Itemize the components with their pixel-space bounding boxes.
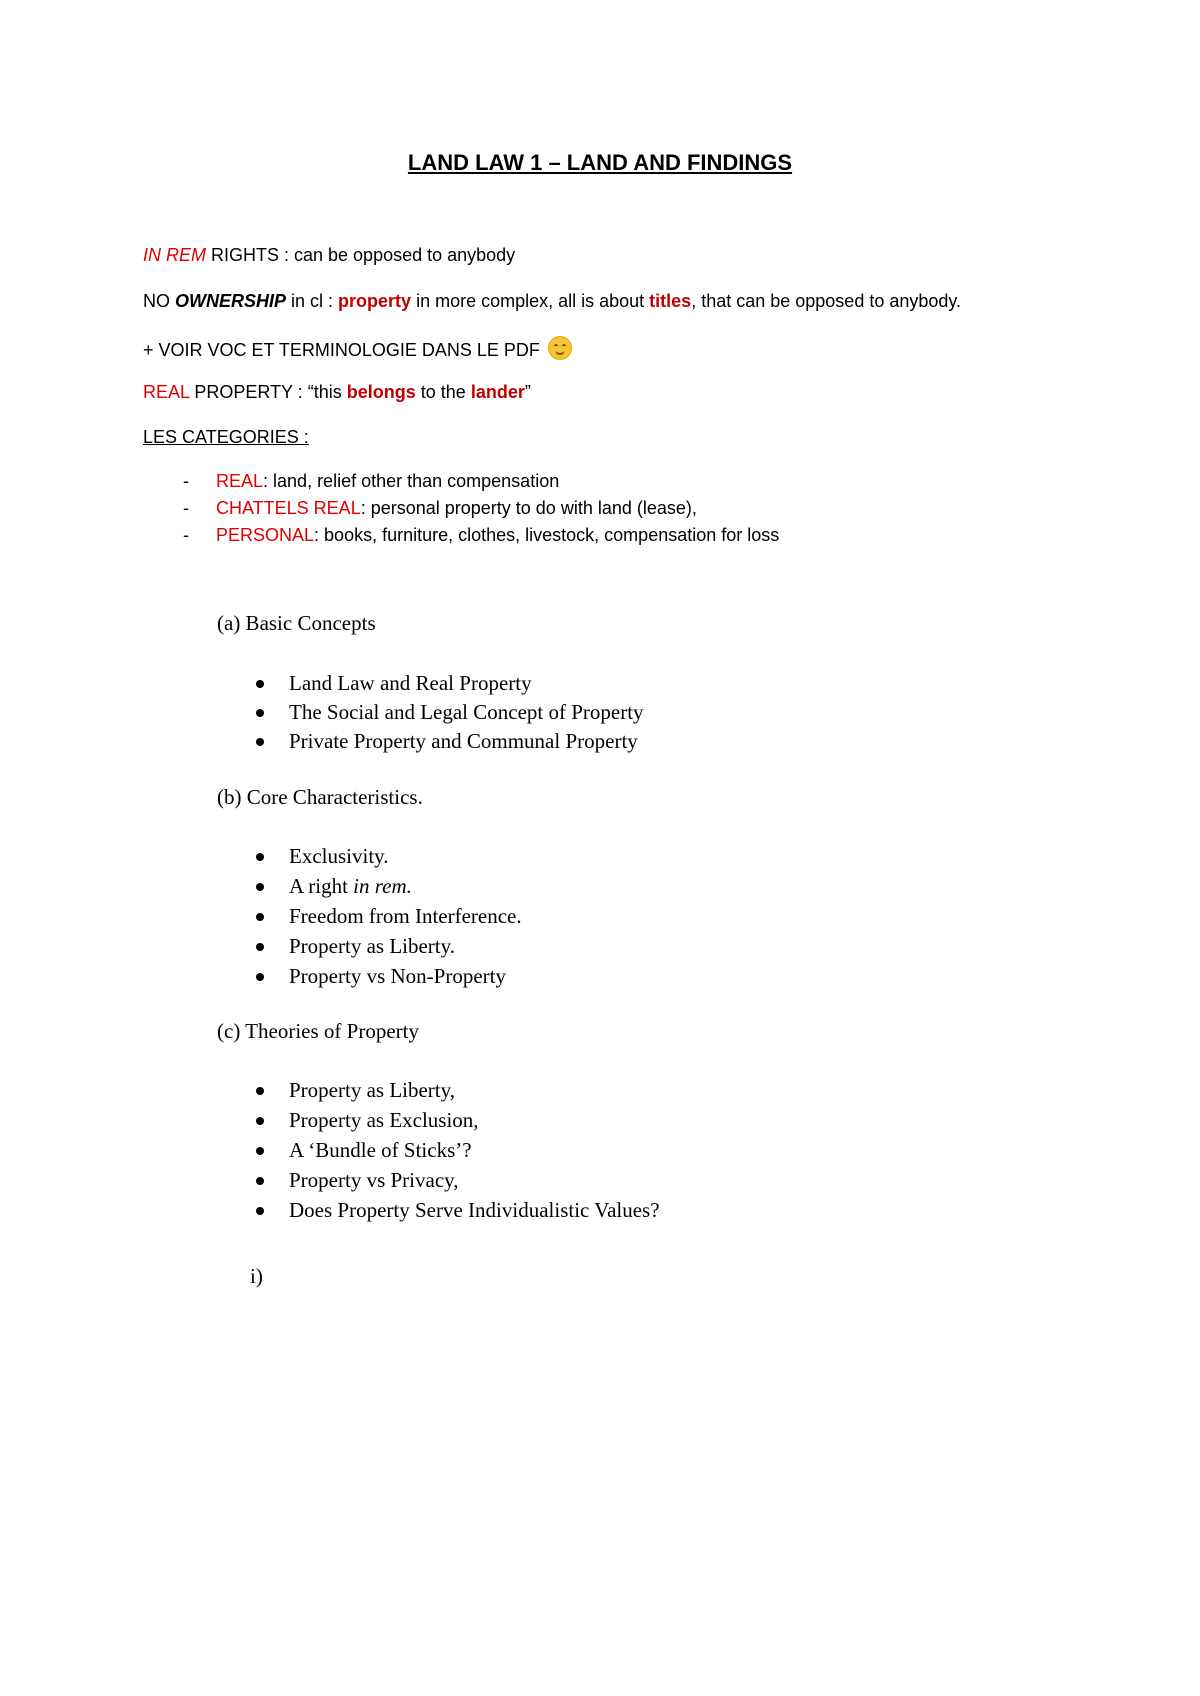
category-label: REAL: [216, 471, 264, 491]
voir-text: + VOIR VOC ET TERMINOLOGIE DANS LE PDF: [143, 340, 540, 360]
real-property-text-1: PROPERTY : “this: [189, 382, 347, 402]
real-property-text-2: to the: [415, 382, 471, 402]
bullet-icon: [256, 709, 264, 717]
list-item: Property vs Non-Property: [289, 964, 506, 988]
bullet-icon: [256, 1117, 264, 1125]
titles-term: titles: [649, 291, 692, 311]
in-rem-text: RIGHTS : can be opposed to anybody: [206, 245, 516, 265]
bullet-icon: [256, 1207, 264, 1215]
list-item: Land Law and Real Property: [289, 671, 532, 695]
bullet-icon: [256, 853, 264, 861]
section-heading-a: (a) Basic Concepts: [217, 611, 376, 635]
list-item: Property as Exclusion,: [289, 1108, 479, 1132]
list-item: [289, 873, 412, 899]
bullet-icon: [256, 883, 264, 891]
category-label: CHATTELS REAL: [216, 498, 361, 518]
property-term: property: [338, 291, 412, 311]
list-item: Property as Liberty,: [289, 1078, 456, 1102]
ownership-text-3: , that can be opposed to anybody.: [691, 291, 962, 311]
bullet-icon: [256, 1087, 264, 1095]
category-text: : books, furniture, clothes, livestock, compensation for loss: [314, 525, 780, 545]
category-item-real: [216, 470, 559, 492]
ownership-text-1: in cl :: [286, 291, 339, 311]
ownership-term: OWNERSHIP: [175, 291, 287, 311]
section-heading-b: (b) Core Characteristics.: [217, 785, 423, 809]
list-item-italic: in rem.: [353, 874, 412, 898]
bullet-icon: [256, 680, 264, 688]
in-rem-label: IN REM: [143, 245, 206, 265]
page-title: LAND LAW 1 – LAND AND FINDINGS: [407, 150, 793, 175]
bullet-icon: [256, 913, 264, 921]
bullet-icon: [256, 943, 264, 951]
list-item: Exclusivity.: [289, 844, 389, 868]
real-property-text-3: ”: [524, 382, 531, 402]
category-item-personal: [216, 524, 779, 546]
ownership-text-2: in more complex, all is about: [411, 291, 650, 311]
lander-term: lander: [470, 382, 525, 402]
bullet-icon: [256, 973, 264, 981]
list-item: The Social and Legal Concept of Property: [289, 700, 644, 724]
list-item-text: A right: [289, 874, 354, 898]
ownership-line: [143, 290, 961, 312]
bullet-icon: [256, 1177, 264, 1185]
category-dash: -: [183, 498, 189, 518]
bullet-icon: [256, 1147, 264, 1155]
bullet-icon: [256, 738, 264, 746]
list-item: Private Property and Communal Property: [289, 729, 638, 753]
list-item: Freedom from Interference.: [289, 904, 522, 928]
categories-heading: LES CATEGORIES :: [143, 427, 309, 447]
belongs-term: belongs: [346, 382, 416, 402]
category-text: : personal property to do with land (lease),: [360, 498, 697, 518]
list-item: Does Property Serve Individualistic Values?: [289, 1198, 660, 1222]
smiling-face-icon: [548, 336, 572, 360]
list-item: A ‘Bundle of Sticks’?: [289, 1138, 472, 1162]
list-item: Property vs Privacy,: [289, 1168, 459, 1192]
section-heading-c: (c) Theories of Property: [217, 1019, 419, 1043]
real-property-line: [143, 381, 531, 403]
category-item-chattels-real: [216, 497, 697, 519]
trailing-marker: i): [250, 1264, 263, 1288]
list-item: Property as Liberty.: [289, 934, 456, 958]
category-dash: -: [183, 471, 189, 491]
voir-line: [143, 336, 572, 361]
category-dash: -: [183, 525, 189, 545]
ownership-prefix: NO: [143, 291, 176, 311]
category-label: PERSONAL: [216, 525, 315, 545]
in-rem-line: [143, 244, 515, 266]
real-label: REAL: [143, 382, 190, 402]
category-text: : land, relief other than compensation: [263, 471, 560, 491]
